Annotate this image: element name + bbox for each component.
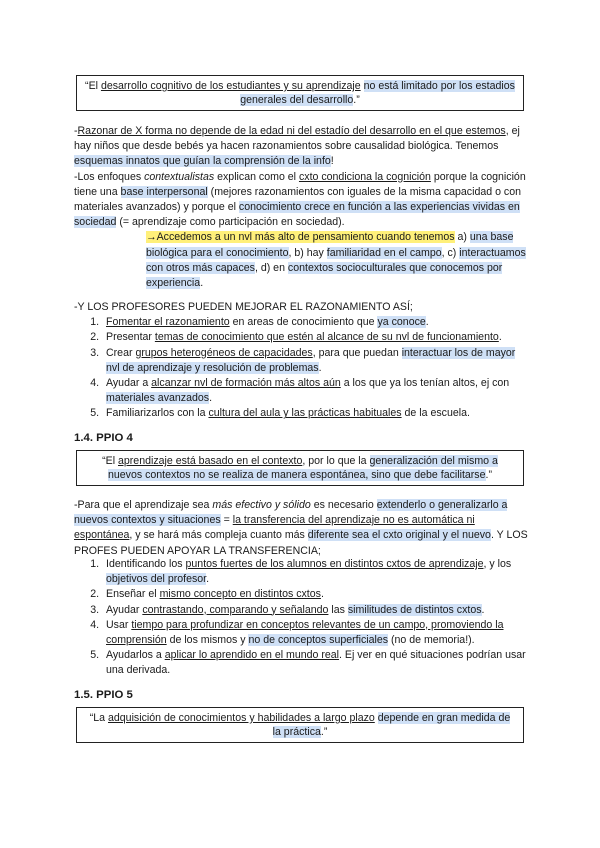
underlined-text: alcanzar nvl de formación más altos aún — [151, 377, 341, 390]
text: Identificando los — [106, 558, 186, 570]
italic-text: contextualistas — [144, 170, 215, 183]
list-intro: -Y LOS PROFESORES PUEDEN MEJORAR EL RAZONAMIENTO ASÍ; — [74, 301, 413, 313]
list-item — [102, 618, 530, 648]
text: Ayudar — [106, 603, 143, 616]
list-item — [102, 346, 530, 376]
text: . — [209, 392, 213, 405]
underlined-text: temas de conocimiento que estén al alcance de su nvl de funcionamiento — [154, 331, 499, 344]
underlined-text: tiempo para profundizar en conceptos relevantes de un campo, promoviendo la comprensión — [106, 618, 504, 647]
quote-highlight: depende en gran medida de la práctica — [272, 712, 511, 738]
quote-box-principle-4 — [76, 450, 524, 486]
list-item — [102, 557, 530, 587]
quote-text: .” — [485, 469, 492, 481]
text: las — [328, 603, 348, 616]
numbered-list — [74, 557, 530, 679]
text: explican como el — [214, 170, 299, 183]
highlighted-text: una base biológica para el conocimiento — [146, 231, 514, 259]
underlined-text: grupos heterogéneos de capacidades — [135, 346, 313, 359]
paragraph-transfer — [74, 498, 530, 559]
text: . — [318, 361, 322, 374]
highlighted-text: interactuar los de mayor nvl de aprendizaje y resolución de problemas — [106, 346, 516, 374]
underlined-text: aplicar lo aprendido en el mundo real — [164, 649, 340, 662]
indented-note — [146, 230, 530, 291]
list-item — [102, 648, 530, 678]
section-heading-ppio-4: 1.4. PPIO 4 — [74, 432, 133, 444]
text: = — [220, 514, 233, 527]
italic-text: más efectivo y sólido — [212, 499, 311, 511]
list-item — [102, 330, 530, 345]
highlighted-text: similitudes de distintos cxtos — [347, 603, 482, 616]
highlighted-text: ya conoce — [377, 316, 426, 329]
list-item — [102, 603, 530, 618]
quote-text: “La — [89, 712, 108, 724]
text: , y se hará más compleja cuanto más — [129, 529, 308, 542]
highlighted-text: contextos socioculturales que conocemos por experiencia — [146, 261, 503, 290]
highlighted-text: interactuamos con otros más capaces — [146, 246, 526, 274]
quote-highlight: generalización del mismo a nuevos contextos no se realiza de manera espontánea, sino que debe facilitarse — [108, 455, 498, 481]
text: a) — [454, 231, 470, 244]
text: a los que ya los tenían altos, ej con — [340, 377, 510, 390]
list-teachers-reasoning — [74, 300, 530, 422]
quote-text: .” — [320, 726, 328, 738]
underlined-text: mismo concepto en distintos cxtos — [159, 588, 321, 601]
highlighted-text: familiaridad en el campo — [326, 246, 442, 259]
paragraph-line — [74, 170, 530, 231]
highlighted-text: extenderlo o generalizarlo a nuevos contextos y situaciones — [74, 499, 508, 527]
highlighted-text: diferente sea el cxto original y el nuevo — [307, 529, 491, 542]
list-item — [102, 406, 530, 421]
quote-underlined: aprendizaje está basado en el contexto — [118, 455, 303, 467]
highlighted-text: conocimiento crece en función a las experiencias vividas en sociedad — [74, 201, 520, 229]
underlined-text: contrastando, comparando y señalando — [142, 603, 329, 616]
text: - — [74, 125, 78, 137]
quote-text: “El — [85, 80, 101, 92]
highlighted-text: objetivos del profesor — [106, 573, 207, 586]
quote-text: , por lo que la — [302, 455, 370, 467]
text: (= aprendizaje como participación en sociedad). — [116, 216, 345, 229]
text: Ayudar a — [106, 377, 152, 390]
highlighted-text: base interpersonal — [120, 185, 208, 198]
quote-text: “El — [102, 455, 118, 467]
text: . — [320, 588, 324, 601]
text: Usar — [106, 618, 132, 631]
text: . — [481, 603, 485, 616]
quote-highlight: no está limitado por los estadios generales del desarrollo — [240, 80, 515, 106]
list-item — [102, 376, 530, 406]
numbered-list — [74, 315, 530, 421]
text: -Los enfoques — [74, 170, 145, 183]
paragraph-reasoning — [74, 124, 530, 291]
yellow-highlight: Accedemos a un nvl más alto de pensamiento cuando tenemos — [156, 231, 455, 244]
paragraph-line — [74, 124, 530, 170]
text: . — [200, 277, 204, 290]
text: ! — [330, 155, 334, 168]
text: , b) hay — [288, 246, 327, 259]
quote-box-principle-3 — [76, 75, 524, 111]
underlined-text: cxto condiciona la cognición — [298, 170, 431, 183]
text: , para que puedan — [312, 346, 402, 359]
text: Ayudarlos a — [106, 649, 165, 662]
text: , d) en — [254, 261, 288, 274]
text: es necesario — [310, 499, 377, 511]
underlined-text: Fomentar el razonamiento — [106, 316, 230, 329]
list-item — [102, 315, 530, 330]
text: . — [425, 316, 429, 329]
list-teachers-transfer — [74, 557, 530, 679]
quote-box-principle-5 — [76, 707, 524, 743]
underlined-text: cultura del aula y las prácticas habituales — [208, 407, 402, 420]
arrow-icon: → — [146, 231, 157, 244]
quote-underlined: desarrollo cognitivo de los estudiantes y su aprendizaje — [100, 80, 361, 92]
quote-text: .” — [353, 94, 360, 106]
text: (no de memoria!). — [388, 634, 475, 647]
text: porque la cognición tiene una — [74, 170, 526, 198]
text: , c) — [441, 246, 460, 259]
text: Enseñar el — [106, 588, 160, 601]
highlighted-text: no de conceptos superficiales — [248, 634, 389, 647]
text: , ej hay niños que desde bebés ya hacen razonamientos sobre causalidad biológica. Tenemos — [74, 125, 520, 153]
text: Familiarizarlos con la — [106, 407, 209, 420]
text: Presentar — [106, 331, 155, 344]
text: -Para que el aprendizaje sea — [74, 499, 213, 511]
underlined-text: puntos fuertes de los alumnos en distintos cxtos de aprendizaje — [185, 558, 484, 570]
text: . — [206, 573, 210, 586]
text: de la escuela. — [401, 407, 470, 420]
text: . — [498, 331, 502, 344]
text: . Y LOS PROFES PUEDEN APOYAR LA TRANSFERENCIA; — [74, 529, 528, 557]
list-item — [102, 587, 530, 602]
highlighted-text: esquemas innatos que guían la comprensión de la info — [74, 155, 331, 168]
underlined-text: la transferencia del aprendizaje no es automática ni espontánea — [74, 514, 475, 542]
text: de los mismos y — [166, 634, 249, 647]
text: Crear — [106, 346, 136, 359]
text: . Ej ver en qué situaciones podrían usar una derivada. — [106, 649, 526, 677]
text: , y los — [483, 558, 512, 570]
section-heading-ppio-5: 1.5. PPIO 5 — [74, 689, 133, 701]
quote-underlined: adquisición de conocimientos y habilidades a largo plazo — [108, 712, 375, 724]
text: (mejores razonamientos con iguales de la misma capacidad o con materiales avanzados) y porque el — [74, 185, 521, 214]
text: en areas de conocimiento que — [229, 316, 378, 329]
underlined-text: Razonar de X forma no depende de la edad ni del estadío del desarrollo en el que estemos — [77, 125, 506, 137]
highlighted-text: materiales avanzados — [106, 392, 210, 405]
